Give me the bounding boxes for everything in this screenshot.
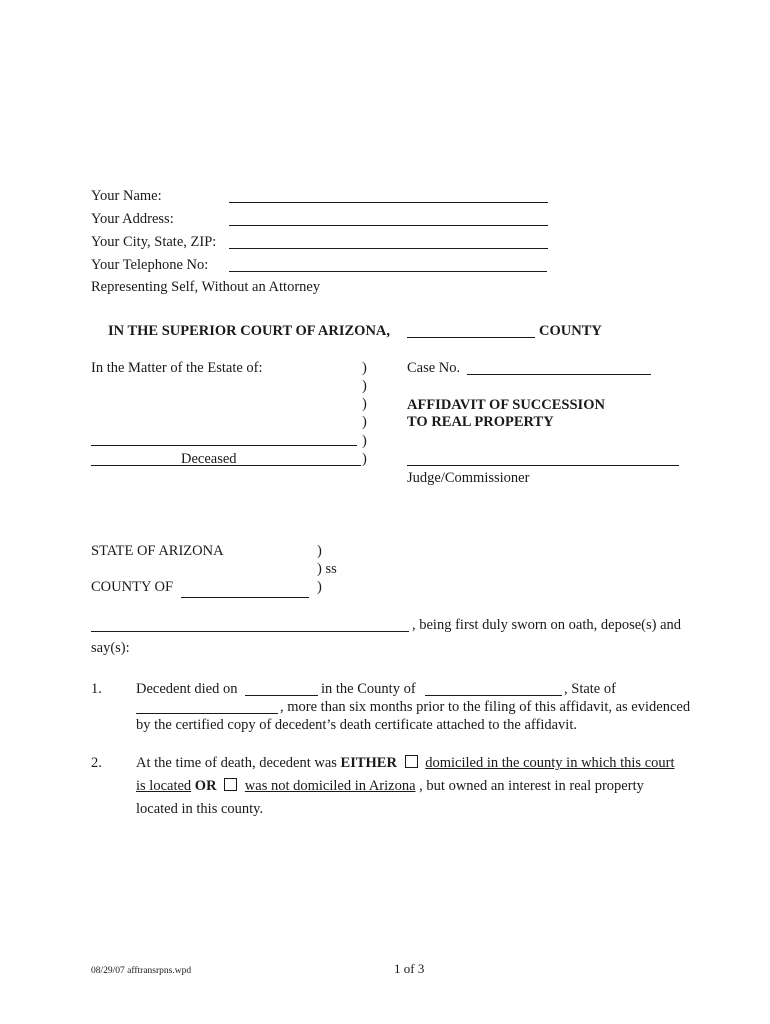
decedent-name-field[interactable]	[91, 445, 357, 446]
phone-field[interactable]	[229, 271, 547, 272]
name-label: Your Name:	[91, 188, 162, 204]
item-number: 2.	[91, 755, 102, 771]
county-of-field[interactable]	[181, 597, 309, 598]
page-number: 1 of 3	[394, 961, 425, 976]
judge-field[interactable]	[407, 465, 679, 466]
death-county-field[interactable]	[425, 695, 562, 696]
item1-text: , more than six months prior to the filing of this affidavit, as evidenced	[280, 699, 691, 715]
doc-title-2: TO REAL PROPERTY	[407, 414, 554, 430]
venue-paren: )	[317, 543, 322, 559]
item2-line1	[136, 755, 675, 772]
deceased-label: Deceased	[181, 451, 237, 467]
footer-filename: 08/29/07 afftransrpns.wpd	[91, 966, 192, 976]
caption-paren: )	[362, 360, 367, 376]
phone-label: Your Telephone No:	[91, 257, 209, 273]
option-not-domiciled-text: was not domiciled in Arizona	[244, 778, 416, 794]
venue-paren: )	[317, 579, 322, 595]
doc-title-1: AFFIDAVIT OF SUCCESSION	[407, 397, 605, 413]
item1-text: in the County of	[321, 681, 416, 697]
affiant-name-field[interactable]	[91, 631, 409, 632]
name-field[interactable]	[229, 202, 548, 203]
item1-text: , State of	[564, 681, 616, 697]
domiciled-checkbox[interactable]	[405, 755, 418, 768]
caption-paren: )	[362, 414, 367, 430]
state-label: STATE OF ARIZONA	[91, 543, 224, 559]
option-domiciled-text: domiciled in the county in which this court	[425, 755, 675, 771]
venue-ss: ) ss	[317, 561, 337, 577]
caption-paren: )	[362, 396, 367, 412]
death-state-field[interactable]	[136, 713, 278, 714]
city-label: Your City, State, ZIP:	[91, 234, 217, 250]
oath-continued: say(s):	[91, 640, 130, 656]
court-title: IN THE SUPERIOR COURT OF ARIZONA,	[108, 323, 391, 339]
court-county-field[interactable]	[407, 337, 535, 338]
item2-text: , but owned an interest in real property	[419, 778, 644, 794]
county-of-label: COUNTY OF	[91, 579, 174, 595]
court-county-label: COUNTY	[539, 323, 602, 339]
case-no-field[interactable]	[467, 374, 651, 375]
not-domiciled-checkbox[interactable]	[224, 778, 237, 791]
matter-label: In the Matter of the Estate of:	[91, 360, 263, 376]
judge-label: Judge/Commissioner	[407, 470, 530, 486]
item2-text: At the time of death, decedent was	[136, 755, 337, 771]
oath-text: , being first duly sworn on oath, depose(s) and	[412, 617, 682, 633]
or-label: OR	[194, 778, 217, 794]
item2-line2	[136, 778, 644, 795]
date-of-death-field[interactable]	[245, 695, 318, 696]
item-number: 1.	[91, 681, 102, 697]
item2-text: located in this county.	[136, 801, 264, 817]
item1-text: by the certified copy of decedent’s death certificate attached to the affidavit.	[136, 717, 577, 733]
item1-text: Decedent died on	[136, 681, 238, 697]
caption-paren: )	[362, 451, 367, 467]
either-label: EITHER	[340, 755, 397, 771]
option-domiciled-text: is located	[136, 778, 192, 794]
address-label: Your Address:	[91, 211, 174, 227]
address-field[interactable]	[229, 225, 548, 226]
caption-paren: )	[362, 378, 367, 394]
city-field[interactable]	[229, 248, 548, 249]
case-no-label: Case No.	[407, 360, 461, 376]
caption-paren: )	[362, 433, 367, 449]
representing-text: Representing Self, Without an Attorney	[91, 279, 321, 295]
